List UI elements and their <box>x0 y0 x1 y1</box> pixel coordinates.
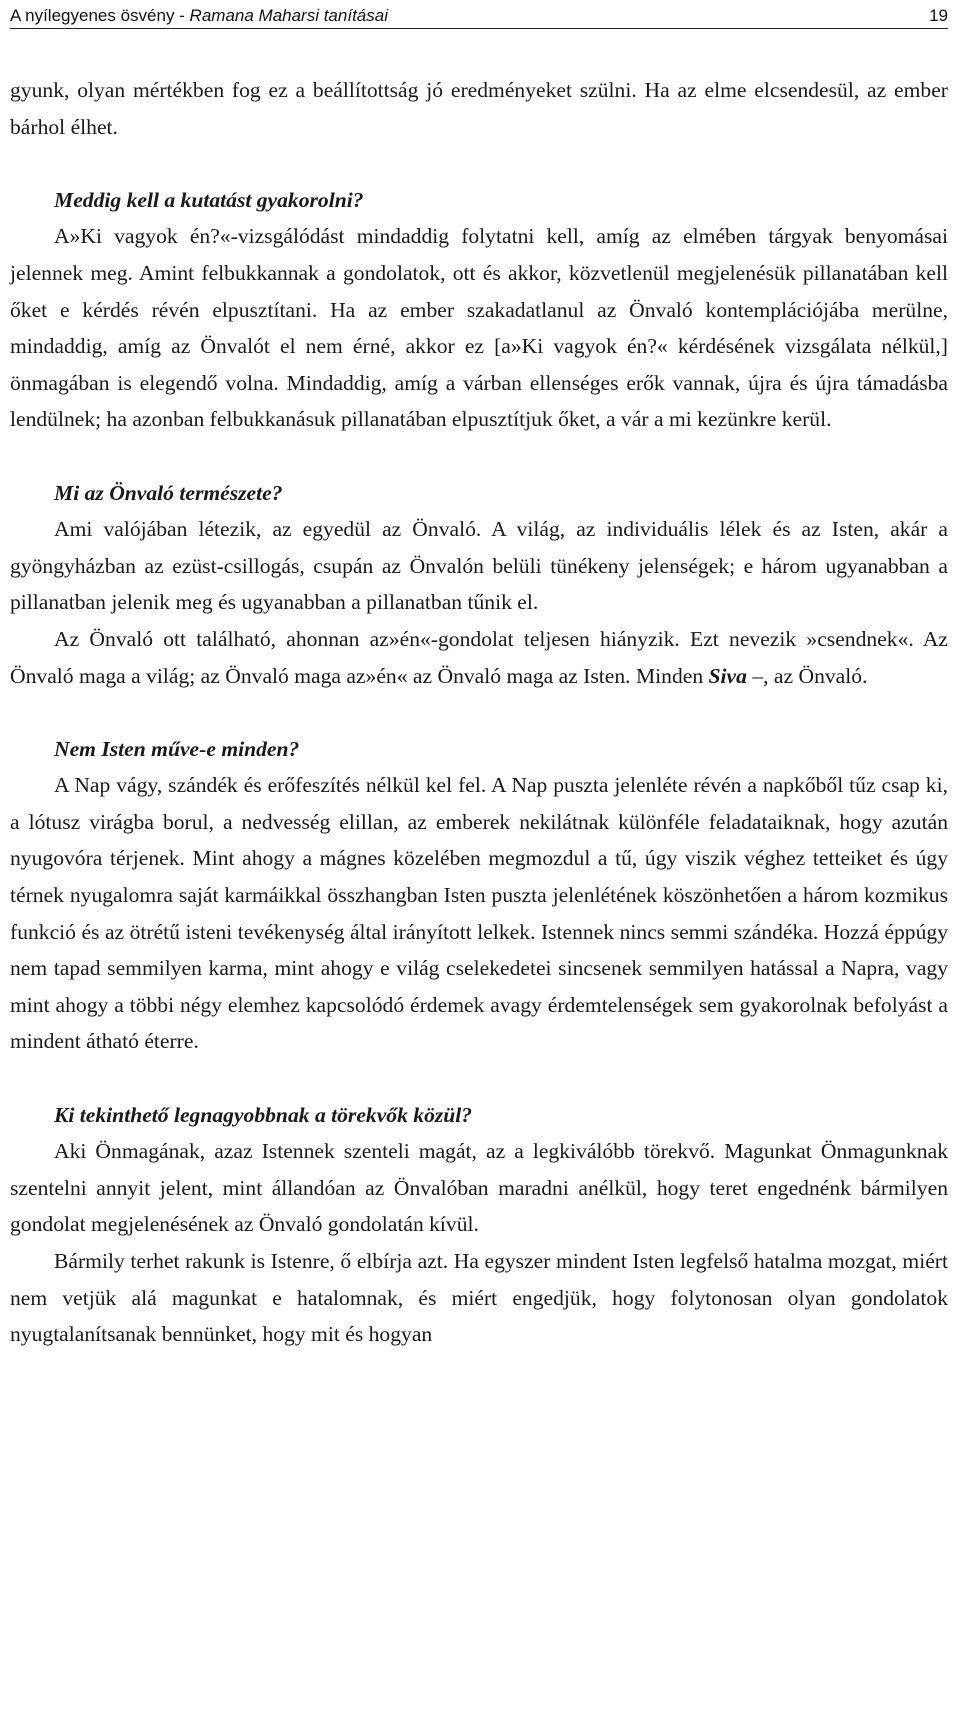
page-number: 19 <box>929 6 948 25</box>
answer-paragraph-4a: Aki Önmagának, azaz Istennek szenteli magát, az a legkiválóbb törekvő. Magunkat Önmagunknak szentelni annyit jelent, mint állandóan az Önvalóban maradni anélkül, hogy teret engednénk bármilyen gondolat megjelenésének az Önvaló gondolatán kívül. <box>10 1139 948 1237</box>
section-gap <box>10 694 948 731</box>
header-title <box>10 4 388 28</box>
answer-2b-text-end: –, az Önvaló. <box>746 663 868 688</box>
answer-paragraph-3: A Nap vágy, szándék és erőfeszítés nélkül kel fel. A Nap puszta jelenléte révén a napkőből tűz csap ki, a lótusz virágba borul, a nedvesség elillan, az emberek nekilátnak különféle feladataiknak, hogy azután nyugovóra térjenek. Mint ahogy a mágnes közelében megmozdul a tű, úgy viszik véghez tetteiket és úgy térnek nyugalomra saját karmáikkal összhangban Isten puszta jelenlétének köszönhetően a három kozmikus funkció és az ötrétű isteni tevékenység által irányított lelkek. Istennek nincs semmi szándéka. Hozzá éppúgy nem tapad semmilyen karma, mint ahogy e világ cselekedetei sincsenek semmilyen hatással a Napra, vagy mint ahogy a többi négy elemhez kapcsolódó érdemek avagy érdemtelenségek sem gyakorolnak befolyást a mindent átható éterre. <box>10 773 948 1054</box>
answer-paragraph-2b <box>10 621 948 694</box>
header-title-main: A nyílegyenes ösvény - <box>10 6 190 25</box>
answer-2b-text-start: Az Önvaló ott található, ahonnan az»én«-gondolat teljesen hiányzik. Ezt nevezik »csendnek«. Az Önvaló maga a világ; az Önvaló maga az»én« az Önvaló maga az Isten. Minden <box>10 626 948 688</box>
paragraph-intro: gyunk, olyan mértékben fog ez a beállítottság jó eredményeket szülni. Ha az elme elcsendesül, az ember bárhol élhet. <box>10 78 948 139</box>
answer-paragraph-2a: Ami valójában létezik, az egyedül az Önvaló. A világ, az individuális lélek és az Isten, akár a gyöngyházban az ezüst-csillogás, csupán az Önvalón belüli tünékeny jelenségek; e három ugyanabban a pillanatban jelenik meg és ugyanabban a pillanatban tűnik el. <box>10 517 948 615</box>
question-heading-3: Nem Isten műve-e minden? <box>54 736 300 761</box>
question-heading-1: Meddig kell a kutatást gyakorolni? <box>54 187 364 212</box>
section-gap <box>10 438 948 475</box>
siva-term: Siva <box>708 663 747 688</box>
page-body <box>10 72 948 1353</box>
section-gap <box>10 145 948 182</box>
running-header <box>10 2 948 29</box>
question-heading-4: Ki tekinthető legnagyobbnak a törekvők közül? <box>54 1102 473 1127</box>
answer-paragraph-4b: Bármily terhet rakunk is Istenre, ő elbírja azt. Ha egyszer mindent Isten legfelső hatalma mozgat, miért nem vetjük alá magunkat e hatalomnak, és miért engedjük, hogy folytonosan olyan gondolatok nyugtalanítsanak bennünket, hogy mit és hogyan <box>10 1249 948 1347</box>
section-gap <box>10 1060 948 1097</box>
question-heading-2: Mi az Önvaló természete? <box>54 480 283 505</box>
answer-paragraph-1: A»Ki vagyok én?«-vizsgálódást mindaddig folytatni kell, amíg az elmében tárgyak benyomásai jelennek meg. Amint felbukkannak a gondolatok, ott és akkor, közvetlenül megjelenésük pillanatában kell őket e kérdés révén elpusztítani. Ha az ember szakadatlanul az Önvaló kontemplációjába merülne, mindaddig, amíg az Önvalót el nem érné, akkor ez [a»Ki vagyok én?« kérdésének vizsgálata nélkül,] önmagában is elegendő volna. Mindaddig, amíg a várban ellenséges erők vannak, újra és újra támadásba lendülnek; ha azonban felbukkanásuk pillanatában elpusztítjuk őket, a vár a mi kezünkre kerül. <box>10 224 948 432</box>
header-title-italic: Ramana Maharsi tanításai <box>189 6 388 25</box>
